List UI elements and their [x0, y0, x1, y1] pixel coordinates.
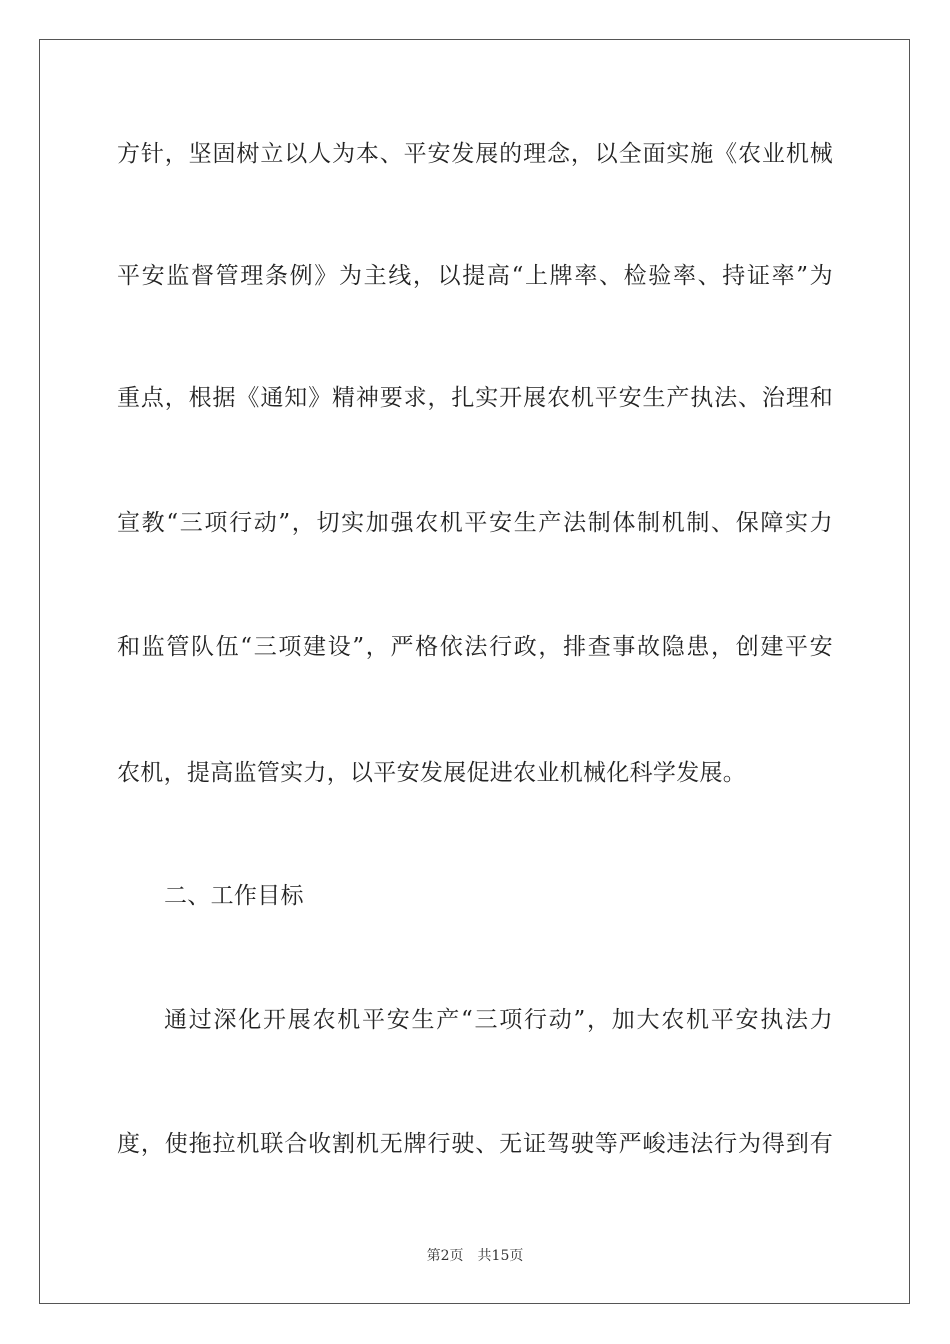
body-text-line: 农机，提高监管实力，以平安发展促进农业机械化科学发展。 — [117, 760, 747, 786]
body-text-line: 方针，坚固树立以人为本、平安发展的理念，以全面实施《农业机械 — [117, 141, 833, 167]
body-text-line: 度，使拖拉机联合收割机无牌行驶、无证驾驶等严峻违法行为得到有 — [117, 1131, 833, 1157]
page-footer — [0, 1247, 950, 1265]
body-text-line: 通过深化开展农机平安生产“三项行动”，加大农机平安执法力 — [164, 1007, 833, 1033]
total-pages: 共15页 — [477, 1248, 524, 1264]
body-text-line: 宣教“三项行动”，切实加强农机平安生产法制体制机制、保障实力 — [117, 510, 833, 536]
body-text-line: 和监管队伍“三项建设”，严格依法行政，排查事故隐患，创建平安 — [117, 634, 833, 660]
page-border — [39, 39, 910, 1304]
body-text-line: 平安监督管理条例》为主线，以提高“上牌率、检验率、持证率”为 — [117, 263, 833, 289]
section-heading: 二、工作目标 — [164, 883, 304, 909]
page-number: 第2页 — [426, 1248, 464, 1264]
body-text-line: 重点，根据《通知》精神要求，扎实开展农机平安生产执法、治理和 — [117, 385, 833, 411]
